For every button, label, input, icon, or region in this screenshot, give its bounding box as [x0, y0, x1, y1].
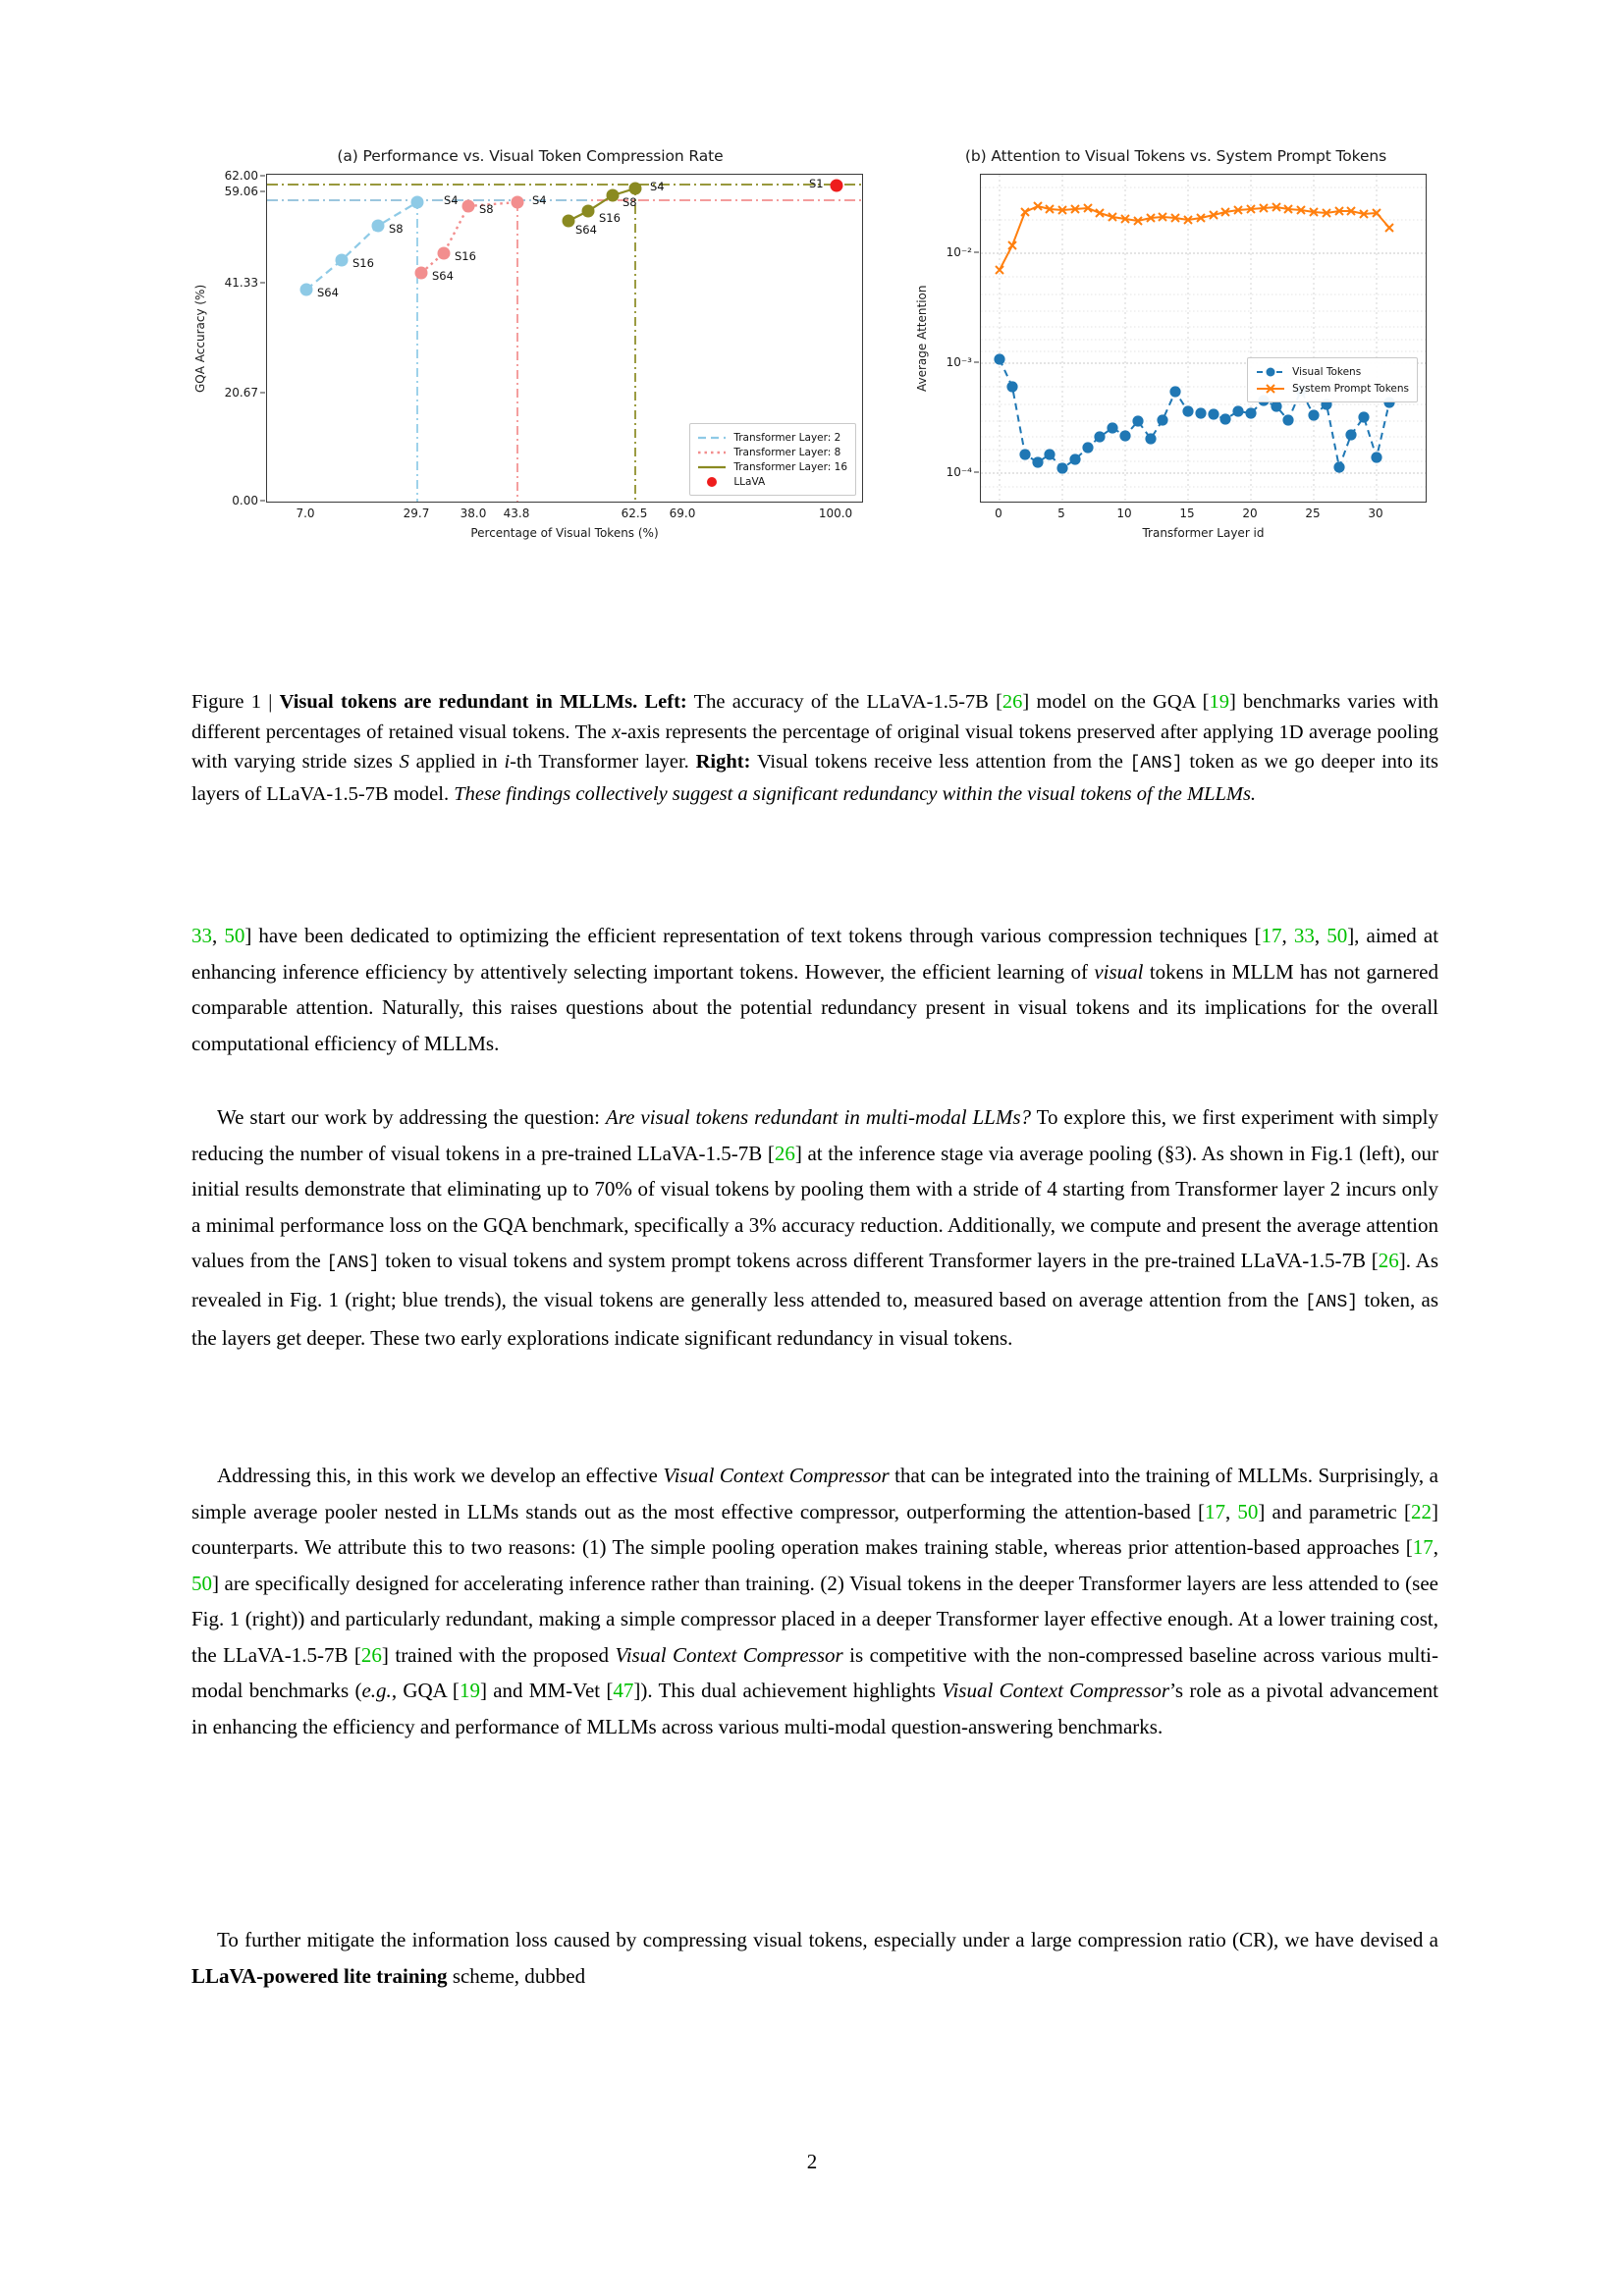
text-run: ] and parametric [: [1258, 1499, 1411, 1523]
data-point: [629, 183, 642, 195]
paragraph-text: [191, 918, 1438, 1061]
caption-text: -th Transformer layer.: [510, 751, 696, 773]
citation-50[interactable]: 50: [224, 924, 245, 947]
sep: ,: [1433, 1535, 1438, 1559]
panel-b-yticks: [931, 174, 980, 503]
data-point: [300, 284, 313, 296]
x-tick: 43.8: [503, 507, 530, 520]
y-tick: 10⁻²: [946, 245, 972, 259]
caption-text: -axis represents the percentage of original visual tokens preserved after applying 1D average pooling with varying stride sizes: [191, 721, 1438, 773]
figure-caption: [191, 687, 1438, 809]
sep: ,: [1224, 1499, 1238, 1523]
panel-b-xlabel: Transformer Layer id: [1142, 526, 1265, 540]
x-tick: 30: [1368, 507, 1383, 520]
citation-26[interactable]: 26: [1001, 691, 1023, 713]
caption-left-bold: Left:: [644, 691, 687, 713]
citation-26[interactable]: 26: [1378, 1249, 1399, 1272]
legend-item: [1256, 380, 1409, 397]
panel-b-ylabel: Average Attention: [915, 285, 929, 392]
x-tick: 69.0: [669, 507, 696, 520]
caption-text: ] benchmarks varies with different percentages of retained visual tokens. The: [191, 691, 1438, 743]
sep: ,: [212, 924, 225, 947]
text-run: To explore this, we first experiment with simply reducing the number of visual tokens in a pre-trained LLaVA-1.5-7B [: [191, 1105, 1438, 1165]
citation-17[interactable]: 17: [1261, 924, 1282, 947]
text-run: ] are specifically designed for accelerating inference rather than training. (2) Visual tokens in the deeper Transformer layers are less attended to (see Fig. 1 (right)) and particularly redundant, making a simple compressor placed in a deeper Transformer layer effective enough. At a lower training cost, the LLaVA-1.5-7B [: [191, 1571, 1438, 1667]
citation-17[interactable]: 17: [1204, 1499, 1225, 1523]
data-point: [372, 220, 385, 233]
legend-label: Visual Tokens: [1292, 365, 1362, 378]
point-label: S4: [532, 193, 547, 207]
citation-50[interactable]: 50: [1326, 924, 1348, 947]
data-point: [415, 267, 428, 280]
panel-a-xticks: [266, 503, 863, 524]
point-label: S16: [455, 249, 476, 263]
citation-19[interactable]: 19: [1209, 691, 1229, 713]
text-run: scheme, dubbed: [447, 1963, 586, 1988]
page-number: 2: [806, 2150, 818, 2173]
data-point: [462, 200, 475, 213]
panel-b-title: (b) Attention to Visual Tokens vs. System Prompt Tokens: [964, 147, 1387, 165]
x-tick: 15: [1179, 507, 1195, 520]
y-tick: 20.67: [224, 386, 258, 400]
ans-token: [ANS]: [1305, 1292, 1359, 1312]
panel-a-yticks: [209, 169, 266, 507]
y-tick: 10⁻⁴: [946, 465, 972, 479]
legend-swatch-layer8: [697, 447, 727, 458]
citation-19[interactable]: 19: [459, 1679, 480, 1702]
text-run: tokens in MLLM has not garnered comparable attention. Naturally, this raises questions about the potential redundancy present in visual tokens and its implications for the overall computational efficiency of MLLMs.: [191, 959, 1438, 1055]
point-label: S8: [623, 195, 637, 209]
panel-a-legend: [689, 423, 856, 496]
x-tick: 7.0: [296, 507, 315, 520]
caption-text: The accuracy of the LLaVA-1.5-7B [: [686, 691, 1002, 713]
x-tick: 29.7: [403, 507, 430, 520]
panel-b-svg: [981, 175, 1426, 502]
panel-a-plot-area: [266, 174, 863, 503]
caption-text: token as we go deeper into its layers of LLaVA-1.5-7B model.: [191, 751, 1438, 805]
citation-50[interactable]: 50: [191, 1571, 212, 1595]
panel-a-title: (a) Performance vs. Visual Token Compression Rate: [337, 147, 724, 165]
paragraph-text: [191, 1099, 1438, 1357]
legend-label: Transformer Layer: 2: [733, 431, 841, 444]
caption-label: Figure 1 |: [191, 691, 273, 713]
legend-item: [1256, 363, 1409, 380]
text-run: To further mitigate the information loss caused by compressing visual tokens, especially under a large compression ratio (CR), we have devised a: [217, 1928, 1438, 1951]
panel-b-plot-area: [980, 174, 1427, 503]
x-tick: 62.5: [621, 507, 648, 520]
chart-panel-a: [191, 147, 869, 540]
text-run: token to visual tokens and system prompt tokens across different Transformer layers in the pre-trained LLaVA-1.5-7B [: [379, 1249, 1379, 1272]
text-run: token, as the layers get deeper. These two early explorations indicate significant redundancy in visual tokens.: [191, 1287, 1438, 1350]
point-label: S8: [389, 222, 404, 236]
point-label: S16: [599, 211, 621, 225]
paragraph-text: [191, 1458, 1438, 1744]
legend-swatch-layer16: [697, 461, 727, 473]
ans-token: [ANS]: [1129, 754, 1183, 774]
text-run: We start our work by addressing the question:: [217, 1105, 606, 1129]
citation-26[interactable]: 26: [774, 1141, 795, 1165]
bold-lite-training: LLaVA-powered lite training: [191, 1963, 448, 1988]
text-run: ] trained with the proposed: [381, 1642, 616, 1667]
point-label: S4: [444, 193, 459, 207]
italic-vcc: Visual Context Compressor: [615, 1642, 843, 1667]
data-point: [582, 205, 595, 218]
x-tick: 0: [995, 507, 1002, 520]
y-tick: 41.33: [224, 276, 258, 290]
ans-token: [ANS]: [326, 1254, 380, 1273]
text-run: ], aimed at enhancing inference efficiency by attentively selecting important tokens. However, the efficient learning of: [191, 924, 1439, 984]
legend-item: [697, 430, 847, 445]
x-tick: 100.0: [818, 507, 853, 520]
caption-s-italic: S: [399, 751, 409, 773]
point-label: S64: [317, 286, 339, 299]
point-label: S4: [650, 180, 665, 193]
text-run: ]). This dual achievement highlights: [633, 1679, 943, 1702]
x-tick: 10: [1116, 507, 1132, 520]
citation-17[interactable]: 17: [1412, 1535, 1434, 1559]
panel-b-legend: [1247, 357, 1418, 402]
legend-swatch-layer2: [697, 432, 727, 444]
text-run: ] and MM-Vet [: [479, 1679, 614, 1702]
legend-label: System Prompt Tokens: [1292, 382, 1409, 395]
x-tick: 25: [1305, 507, 1321, 520]
text-run: Addressing this, in this work we develop an effective: [217, 1464, 664, 1487]
data-point: [607, 189, 620, 202]
point-label: S16: [352, 256, 374, 270]
legend-item: [697, 474, 847, 489]
panel-b-xticks: [980, 503, 1427, 524]
data-point-llava: [831, 180, 843, 192]
data-point: [512, 196, 524, 209]
point-label: S1: [809, 177, 824, 190]
x-tick: 38.0: [460, 507, 487, 520]
italic-question: Are visual tokens redundant in multi-modal LLMs?: [605, 1105, 1032, 1129]
point-label: S8: [479, 202, 494, 216]
y-tick: 10⁻³: [946, 355, 972, 369]
caption-text: applied in: [408, 751, 505, 773]
italic-visual: visual: [1094, 959, 1144, 984]
citation-22[interactable]: 22: [1410, 1499, 1432, 1523]
data-point: [411, 196, 424, 209]
citation-47[interactable]: 47: [613, 1679, 634, 1702]
caption-text: Visual tokens receive less attention from the: [750, 751, 1130, 773]
caption-final-italic: These findings collectively suggest a significant redundancy within the visual tokens of the MLLMs.: [454, 782, 1257, 805]
legend-swatch-llava: [697, 476, 727, 488]
paragraph-4: [191, 1922, 1438, 1994]
text-run: ] counterparts. We attribute this to two reasons: (1) The simple pooling operation makes training stable, whereas prior attention-based approaches [: [191, 1499, 1438, 1559]
panel-a-xlabel: Percentage of Visual Tokens (%): [470, 526, 659, 540]
panel-a-ylabel: GQA Accuracy (%): [193, 284, 207, 393]
caption-right-bold: Right:: [695, 751, 751, 773]
text-run: ] at the inference stage via average pooling (§3). As shown in Fig.1 (left), our initial results demonstrate that eliminating up to 70% of visual tokens by pooling them with a stride of 4 starting from Transformer layer 2 incurs only a minimal performance loss on the GQA benchmark, specifically a 3% accuracy reduction. Additionally, we compute and present the average attention values from the: [191, 1141, 1438, 1272]
legend-label: Transformer Layer: 8: [733, 446, 841, 458]
italic-eg: e.g.: [361, 1679, 392, 1702]
legend-item: [697, 459, 847, 474]
sep: ,: [1314, 924, 1327, 947]
paragraph-1: [191, 918, 1438, 1061]
legend-label: Transformer Layer: 16: [733, 460, 847, 473]
paragraph-2: [191, 1099, 1438, 1357]
y-tick: 59.06: [224, 185, 258, 198]
text-run: ’s role as a pivotal advancement in enhancing the efficiency and performance of MLLMs across various multi-modal question-answering benchmarks.: [191, 1679, 1438, 1738]
chart-panel-b: [913, 147, 1438, 540]
point-label: S64: [432, 269, 454, 283]
paragraph-3: [191, 1458, 1438, 1744]
italic-vcc: Visual Context Compressor: [663, 1464, 890, 1487]
legend-label: LLaVA: [733, 475, 766, 488]
sep: ,: [1281, 924, 1294, 947]
legend-swatch-system-prompt-tokens: [1256, 383, 1285, 395]
figure-1: [191, 147, 1438, 658]
text-run: ] have been dedicated to optimizing the efficient representation of text tokens through various compression techniques [: [244, 924, 1262, 947]
text-run: is competitive with the non-compressed baseline across various multi-modal benchmarks (: [191, 1642, 1438, 1702]
x-tick: 5: [1057, 507, 1065, 520]
y-tick: 0.00: [232, 494, 258, 507]
italic-vcc: Visual Context Compressor: [942, 1679, 1170, 1702]
text-run: that can be integrated into the training of MLLMs. Surprisingly, a simple average pooler nested in LLMs stands out as the most effective compressor, outperforming the attention-based [: [191, 1464, 1438, 1523]
legend-swatch-visual-tokens: [1256, 366, 1285, 378]
citation-33[interactable]: 33: [191, 924, 212, 947]
caption-x-italic: x: [612, 721, 622, 743]
citation-33[interactable]: 33: [1293, 924, 1315, 947]
data-point: [438, 247, 451, 260]
citation-50[interactable]: 50: [1237, 1499, 1259, 1523]
citation-26[interactable]: 26: [360, 1642, 382, 1667]
legend-item: [697, 445, 847, 459]
x-tick: 20: [1242, 507, 1258, 520]
caption-bold-lead: Visual tokens are redundant in MLLMs.: [279, 691, 638, 713]
point-label: S64: [575, 223, 597, 237]
data-point: [563, 215, 575, 228]
y-tick: 62.00: [224, 169, 258, 183]
paragraph-text: [191, 1922, 1438, 1994]
caption-i-italic: i: [504, 751, 511, 773]
data-point: [336, 254, 349, 267]
caption-text: ] model on the GQA [: [1022, 691, 1210, 713]
text-run: , GQA [: [391, 1679, 460, 1702]
text-run: ]. As revealed in Fig. 1 (right; blue trends), the visual tokens are generally less attended to, measured based on average attention from the: [191, 1249, 1438, 1311]
